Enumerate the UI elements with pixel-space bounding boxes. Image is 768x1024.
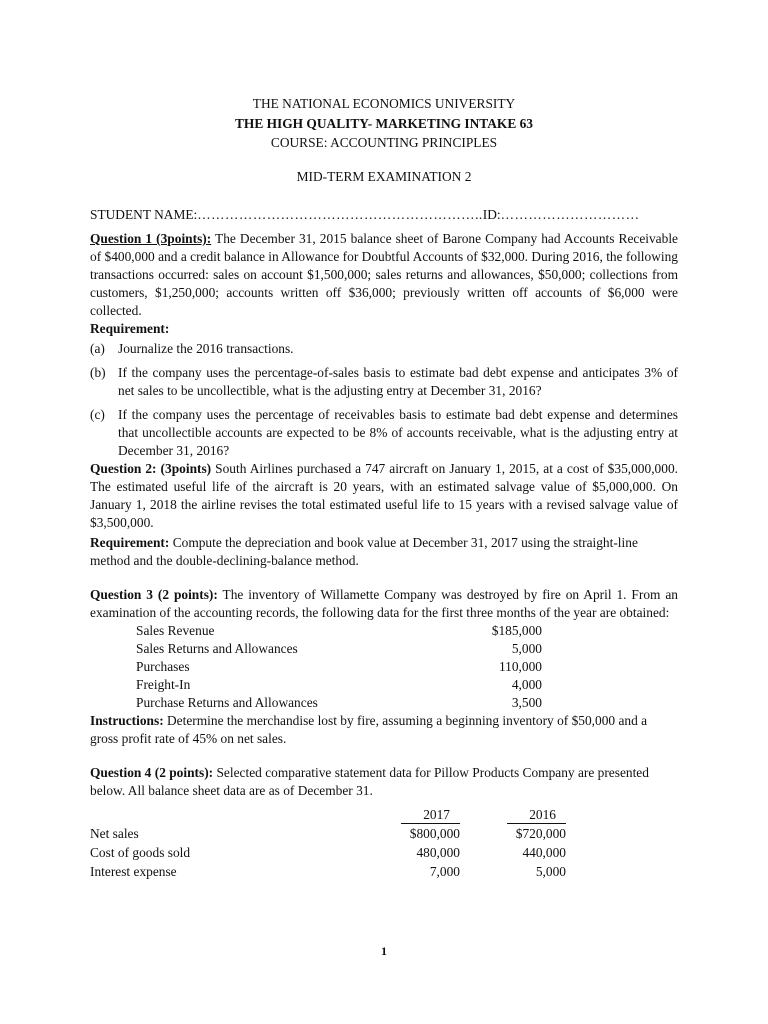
question-4-title: Question 4 (2 points): bbox=[90, 765, 214, 780]
student-id-blank: ………………………… bbox=[500, 207, 640, 222]
row-value: 110,000 bbox=[498, 659, 542, 674]
inventory-data-table bbox=[136, 622, 542, 712]
row-label: Sales Revenue bbox=[136, 623, 215, 638]
question-2-title: Question 2: (3points) bbox=[90, 461, 212, 476]
row-value: 480,000 bbox=[416, 845, 460, 860]
requirement-item bbox=[90, 364, 678, 400]
program-title: THE HIGH QUALITY- MARKETING INTAKE 63 bbox=[235, 115, 533, 131]
row-value: $720,000 bbox=[515, 826, 566, 841]
header bbox=[90, 94, 678, 186]
row-value: 440,000 bbox=[522, 845, 566, 860]
requirement-item-label: (a) bbox=[90, 341, 105, 356]
question-1-body: The December 31, 2015 balance sheet of Barone Company had Accounts Receivable of $400,000 and a credit balance in Allowance for Doubtful Accounts of $32,000. During 2016, the following transactions occurred: sales on account $1,500,000; sales returns and allowances, $50,000; collections from customers, $1,250,000; accounts written off $36,000; previously written off accounts of $6,000 were collected. bbox=[90, 231, 678, 318]
question-2 bbox=[90, 460, 678, 570]
question-3-body: The inventory of Willamette Company was destroyed by fire on April 1. From an examination of the accounting records, the following data for the first three months of the year are obtained: bbox=[90, 587, 678, 620]
requirement-item-text: If the company uses the percentage of receivables basis to estimate bad debt expense and determines that uncollectible accounts are expected to be 8% of accounts receivable, what is the adjusting entry at December 31, 2016? bbox=[118, 407, 678, 458]
row-label: Purchase Returns and Allowances bbox=[136, 695, 318, 710]
requirement-item-text: Journalize the 2016 transactions. bbox=[118, 341, 294, 356]
table-row bbox=[90, 863, 678, 882]
student-line bbox=[90, 206, 678, 224]
table-row bbox=[136, 676, 542, 694]
question-4 bbox=[90, 764, 678, 882]
question-1-title: Question 1 (3points): bbox=[90, 231, 212, 246]
table-header-row bbox=[90, 806, 678, 825]
row-label: Cost of goods sold bbox=[90, 845, 191, 860]
table-row bbox=[136, 658, 542, 676]
question-1-requirement-label: Requirement: bbox=[90, 321, 170, 336]
student-name-label: STUDENT NAME: bbox=[90, 207, 198, 222]
row-value: 7,000 bbox=[429, 864, 460, 879]
row-value: $185,000 bbox=[491, 623, 542, 638]
question-2-body: South Airlines purchased a 747 aircraft on January 1, 2015, at a cost of $35,000,000. The estimated useful life of the aircraft is 20 years, with an estimated salvage value of $5,000,000. On January 1, 2018 the airline revises the total estimated useful life to 15 years with a revised salvage value of $3,500,000. bbox=[90, 461, 678, 530]
table-row bbox=[90, 844, 678, 863]
row-label: Net sales bbox=[90, 826, 139, 841]
exam-title: MID-TERM EXAMINATION 2 bbox=[296, 168, 472, 184]
row-value: 3,500 bbox=[511, 695, 542, 710]
comparative-data-table bbox=[90, 806, 678, 882]
question-1 bbox=[90, 230, 678, 460]
row-label: Purchases bbox=[136, 659, 190, 674]
student-id-label: ID: bbox=[482, 207, 501, 222]
page-number: 1 bbox=[381, 944, 387, 958]
table-row bbox=[90, 825, 678, 844]
question-3-instructions-text: Determine the merchandise lost by fire, assuming a beginning inventory of $50,000 and a gross profit rate of 45% on net sales. bbox=[90, 713, 648, 746]
year-header: 2016 bbox=[507, 806, 566, 824]
requirement-item-text: If the company uses the percentage-of-sales basis to estimate bad debt expense and anticipates 3% of net sales to be uncollectible, what is the adjusting entry at December 31, 2016? bbox=[118, 365, 678, 398]
row-value: 5,000 bbox=[535, 864, 566, 879]
row-label: Freight-In bbox=[136, 677, 191, 692]
requirement-item-label: (b) bbox=[90, 365, 106, 380]
university-title: THE NATIONAL ECONOMICS UNIVERSITY bbox=[252, 96, 516, 111]
student-name-blank: …………………………………………………….. bbox=[197, 207, 483, 222]
table-row bbox=[136, 694, 542, 712]
row-value: 5,000 bbox=[511, 641, 542, 656]
table-row bbox=[136, 640, 542, 658]
question-3-instructions-label: Instructions: bbox=[90, 713, 164, 728]
row-value: $800,000 bbox=[409, 826, 460, 841]
question-3 bbox=[90, 586, 678, 748]
table-row bbox=[136, 622, 542, 640]
question-3-title: Question 3 (2 points): bbox=[90, 587, 218, 602]
row-label: Sales Returns and Allowances bbox=[136, 641, 298, 656]
row-label: Interest expense bbox=[90, 864, 177, 879]
question-2-requirement-text: Compute the depreciation and book value at December 31, 2017 using the straight-line method and the double-declining-balance method. bbox=[90, 535, 638, 568]
course-title: COURSE: ACCOUNTING PRINCIPLES bbox=[270, 135, 498, 150]
requirement-item bbox=[90, 406, 678, 460]
question-4-body: Selected comparative statement data for Pillow Products Company are presented below. All balance sheet data are as of December 31. bbox=[90, 765, 649, 798]
question-2-requirement-label: Requirement: bbox=[90, 535, 170, 550]
year-header: 2017 bbox=[401, 806, 460, 824]
exam-page bbox=[90, 94, 678, 882]
row-value: 4,000 bbox=[511, 677, 542, 692]
requirement-item bbox=[90, 340, 678, 358]
requirement-item-label: (c) bbox=[90, 407, 105, 422]
